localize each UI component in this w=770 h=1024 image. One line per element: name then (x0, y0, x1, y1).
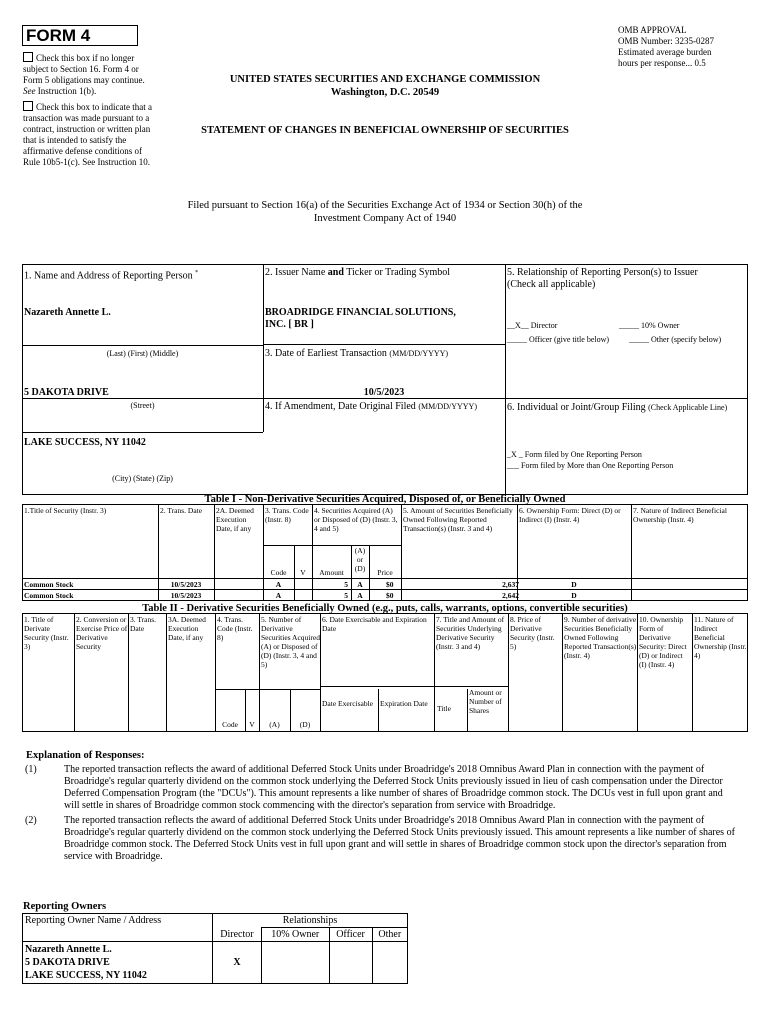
row-owned: 2,637 (502, 580, 519, 589)
t2-sub-a: (A) (269, 720, 280, 729)
issuer-line-1: BROADRIDGE FINANCIAL SOLUTIONS, (265, 307, 456, 318)
box1-label: 1. Name and Address of Reporting Person * (24, 270, 199, 282)
owners-table (22, 913, 408, 984)
form-title-box (22, 25, 138, 46)
agency-name: UNITED STATES SECURITIES AND EXCHANGE COMMISSION (229, 74, 541, 85)
row-amount: 5 (344, 580, 348, 589)
checkbox1-text: Check this box if no longer subject to Section 16. Form 4 or Form 5 obligations may continue. (23, 53, 145, 85)
checkbox2-text: Check this box to indicate that a transaction was made pursuant to a contract, instruction or written plan that is intended to satisfy the affirmative defense conditions of Rule 10b5-1(c). See Instruction 10. (23, 102, 152, 167)
relationship-other: _____ Other (specify below) (629, 335, 722, 344)
t2-col-exercisable: 6. Date Exercisable and Expiration Date (322, 615, 427, 633)
omb-line-2: OMB Number: 3235-0287 (618, 36, 714, 46)
filing-one-person: _X _ Form filed by One Reporting Person (507, 450, 642, 459)
row-date: 10/5/2023 (170, 591, 202, 600)
form-title: FORM 4 (26, 26, 91, 45)
box3-label: 3. Date of Earliest Transaction (MM/DD/YYYY) (265, 348, 449, 359)
row-amount: 5 (344, 591, 348, 600)
owner-street: 5 DAKOTA DRIVE (25, 957, 110, 968)
t2-col-date: 3. Trans. Date (130, 615, 157, 633)
issuer-name (265, 307, 456, 331)
explanation-heading: Explanation of Responses: (26, 750, 145, 761)
list-item (24, 814, 738, 864)
omb-line-4: hours per response... 0.5 (618, 58, 706, 68)
owner-other-mark (372, 942, 407, 984)
t2-col-nature: 11. Nature of Indirect Beneficial Ownership (Instr. 4) (694, 615, 747, 660)
t2-col-number: 5. Number of Derivative Securities Acquired (A) or Disposed of (D) (Instr. 3, 4 and 5) (261, 615, 320, 669)
explanation-text: The reported transaction reflects the award of additional Deferred Stock Units under Broadridge's 2018 Omnibus Award Plan in connection with the payment of Broadridge's regular quarterly dividend on the common stock underlying the Deferred Stock Units previously issued. This amount represents a like number of shares of Broadridge common stock. The Deferred Stock Units vest in full upon grant and will settle in shares of Broadridge common stock upon the director's separation from service with Broadridge. (64, 815, 735, 862)
t2-col-owned: 9. Number of derivative Securities Beneficially Owned Following Reported Transaction(s) (Instr. 4) (564, 615, 637, 660)
owner-director-mark: X (213, 942, 262, 984)
explanation-num: (1) (25, 764, 37, 775)
box2-label: 2. Issuer Name and Ticker or Trading Symbol (265, 267, 451, 278)
t2-col-title: 1. Title of Derivate Security (Instr. 3) (24, 615, 69, 651)
filed-pursuant (120, 199, 650, 225)
owners-col-name: Reporting Owner Name / Address (23, 914, 213, 942)
checkbox1-see: See (23, 86, 36, 96)
t2-sub-amount: Amount or Number of Shares (469, 688, 502, 715)
owner-officer-mark (329, 942, 372, 984)
owners-col-officer: Officer (329, 928, 372, 942)
issuer-line-2: INC. [ BR ] (265, 319, 314, 330)
t1-col-code: 3. Trans. Code (Instr. 8) (265, 506, 309, 524)
city-caption: (City) (State) (Zip) (112, 474, 173, 483)
explanation-text: The reported transaction reflects the award of additional Deferred Stock Units under Broadridge's 2018 Omnibus Award Plan in connection with the payment of Broadridge's regular quarterly dividend on the common stock underlying the Deferred Stock Units previously issued in lieu of cash compensation under the Director Deferred Compensation Program (the "DCUs"). This amount represents a like number of shares of Broadridge common stock. The DCUs vest in full upon grant and will settle in shares of Broadridge common stock commencing with the director's separation from service with Broadridge. (64, 764, 723, 811)
omb-line-3: Estimated average burden (618, 47, 712, 57)
box5-label: 5. Relationship of Reporting Person(s) to Issuer (Check all applicable) (507, 267, 698, 290)
checkbox-no-longer-subject[interactable] (23, 52, 153, 97)
t1-col-title: 1.Title of Security (Instr. 3) (24, 506, 107, 515)
t2-sub-expiration: Expiration Date (380, 699, 428, 708)
street-caption: (Street) (130, 401, 155, 410)
explanation-list (24, 763, 738, 864)
row-price: $0 (386, 580, 394, 589)
t1-sub-code: Code (270, 568, 287, 577)
t1-sub-amount: Amount (319, 568, 344, 577)
row-title: Common Stock (24, 580, 74, 589)
t2-col-price: 8. Price of Derivative Security (Instr. 5) (510, 615, 555, 651)
owners-col-director: Director (213, 928, 262, 942)
t2-col-underlying: 7. Title and Amount of Securities Underlying Derivative Security (Instr. 3 and 4) (436, 615, 505, 651)
omb-line-1: OMB APPROVAL (618, 25, 687, 35)
t2-col-deemed: 3A. Deemed Execution Date, if any (168, 615, 206, 642)
table2-title: Table II - Derivative Securities Beneficially Owned (e.g., puts, calls, warrants, options, convertible securities) (142, 603, 628, 614)
t2-sub-title: Title (437, 704, 451, 713)
statement-title: STATEMENT OF CHANGES IN BENEFICIAL OWNERSHIP OF SECURITIES (201, 125, 569, 136)
list-item (24, 763, 738, 814)
owner-ten-pct-mark (261, 942, 329, 984)
t1-col-ownership-form: 6. Ownership Form: Direct (D) or Indirect (I) (Instr. 4) (519, 506, 621, 524)
row-aord: A (357, 580, 363, 589)
row-form: D (571, 580, 577, 589)
owners-col-ten-pct: 10% Owner (261, 928, 329, 942)
row-price: $0 (386, 591, 394, 600)
agency-city: Washington, D.C. 20549 (330, 87, 440, 98)
earliest-transaction-date: 10/5/2023 (363, 387, 405, 398)
row-date: 10/5/2023 (170, 580, 202, 589)
owners-col-relationships: Relationships (213, 914, 408, 928)
relationship-director: __X__ Director (507, 321, 558, 330)
t1-sub-v: V (300, 568, 306, 577)
filed-line-2: Investment Company Act of 1940 (313, 213, 457, 224)
t2-col-conversion: 2. Conversion or Exercise Price of Derivative Security (76, 615, 128, 651)
agency-header (160, 73, 610, 99)
t1-col-securities: 4. Securities Acquired (A) or Disposed of (D) (Instr. 3, 4 and 5) (314, 506, 398, 533)
relationship-ten-pct: _____ 10% Owner (619, 321, 680, 330)
owners-col-other: Other (372, 928, 407, 942)
t2-col-code: 4. Trans. Code (Instr. 8) (217, 615, 253, 642)
t2-sub-d: (D) (299, 720, 311, 729)
owners-heading: Reporting Owners (23, 901, 107, 912)
reporting-person-name: Nazareth Annette L. (24, 307, 111, 318)
reporting-person-city: LAKE SUCCESS, NY 11042 (24, 437, 146, 448)
name-caption: (Last) (First) (Middle) (106, 349, 179, 358)
t2-sub-code: Code (222, 720, 238, 729)
box6-label: 6. Individual or Joint/Group Filing (Check Applicable Line) (507, 402, 728, 413)
explanation-num: (2) (25, 815, 37, 826)
reporting-person-street: 5 DAKOTA DRIVE (24, 387, 109, 398)
t2-sub-exercisable: Date Exercisable (322, 699, 374, 708)
t1-col-amount-owned: 5. Amount of Securities Beneficially Owned Following Reported Transaction(s) (Instr. 3 and 4) (403, 506, 513, 533)
checkbox-icon[interactable] (23, 101, 33, 111)
table1-title: Table I - Non-Derivative Securities Acquired, Disposed of, or Beneficially Owned (204, 494, 566, 505)
owner-address (23, 942, 213, 984)
t1-col-nature: 7. Nature of Indirect Beneficial Ownership (Instr. 4) (633, 506, 727, 524)
t2-sub-v: V (249, 720, 255, 729)
t1-col-date: 2. Trans. Date (160, 506, 203, 515)
checkbox-icon[interactable] (23, 52, 33, 62)
row-code: A (275, 591, 282, 600)
omb-approval (618, 25, 758, 69)
row-aord: A (357, 591, 363, 600)
row-form: D (571, 591, 577, 600)
checkbox1-ref: Instruction 1(b). (37, 86, 97, 96)
row-title: Common Stock (24, 591, 74, 600)
row-owned: 2,642 (502, 591, 519, 600)
box4-label: 4. If Amendment, Date Original Filed (MM/DD/YYYY) (265, 401, 477, 412)
table-row (23, 942, 408, 984)
relationship-officer: _____ Officer (give title below) (507, 335, 610, 344)
t1-sub-price: Price (377, 568, 393, 577)
owner-name: Nazareth Annette L. (25, 944, 112, 955)
row-code: A (275, 580, 282, 589)
t1-sub-aord: (A) or (D) (354, 546, 366, 573)
t1-col-deemed: 2A. Deemed Execution Date, if any (216, 506, 254, 533)
filed-line-1: Filed pursuant to Section 16(a) of the Securities Exchange Act of 1934 or Section 30(h) of the (187, 200, 583, 211)
t2-col-ownership-form: 10. Ownership Form of Derivative Security: Direct (D) or Indirect (I) (Instr. 4) (639, 615, 687, 669)
owner-city: LAKE SUCCESS, NY 11042 (25, 970, 147, 981)
filing-more-persons: ___ Form filed by More than One Reporting Person (507, 461, 674, 470)
